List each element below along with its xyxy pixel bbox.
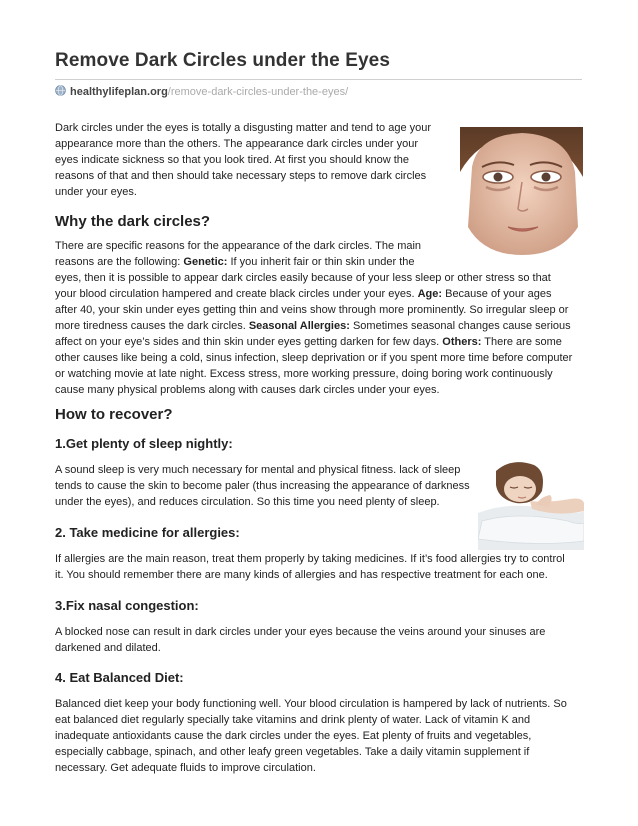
page-title: Remove Dark Circles under the Eyes (55, 50, 390, 71)
step-line: tends to cause the skin to become paler (thus increasing the appearance of darkness (55, 480, 470, 492)
sleeping-woman-photo (478, 451, 584, 550)
globe-icon (55, 85, 66, 96)
step-line: A blocked nose can result in dark circles under your eyes because the veins around your sinuses are (55, 626, 546, 638)
step-line: A sound sleep is very much necessary for mental and physical fitness. lack of sleep (55, 464, 461, 476)
why-line: affect on your eye’s sides and thin skin under eyes getting darken for few days. Others: There are some (55, 336, 562, 348)
step-line: necessary. Get adequate fluids to improve circulation. (55, 762, 316, 774)
step-line: under the eyes), and reduces circulation. So this time you need plenty of sleep. (55, 496, 440, 508)
intro-line: reasons of that and then should take necessary steps to remove dark circles (55, 170, 427, 182)
others-label: Others: (442, 336, 482, 348)
step-line: darkened and dilated. (55, 642, 161, 654)
age-label: Age: (417, 288, 443, 300)
why-line: or watching movie at late night. Excess stress, more working pressure, doing boring work continuously (55, 368, 553, 380)
why-line: your blood circulation hampered and create black circles under your eyes. Age: Because of your ages (55, 288, 552, 300)
intro-line: under your eyes. (55, 186, 137, 198)
why-line: There are specific reasons for the appearance of the dark circles. The main (55, 240, 422, 252)
step-line: Balanced diet keep your body functioning well. Your blood circulation is hampered by lack of nutrients. So (55, 698, 567, 710)
source-domain[interactable]: healthylifeplan.org (70, 86, 168, 98)
why-line: reasons are the following: Genetic: If you inherit fair or thin skin under the (55, 256, 415, 268)
why-line: more tiredness causes the dark circles. Seasonal Allergies: Sometimes seasonal changes cause serious (55, 320, 571, 332)
step-heading: 2. Take medicine for allergies: (55, 525, 240, 540)
step-line: If allergies are the main reason, treat them properly by taking medicines. If it’s food allergies try to control (55, 553, 565, 565)
why-line: cause many physical problems along with causes dark circles under your eyes. (55, 384, 440, 396)
step-line: eat balanced diet regularly specially take vitamins and drink plenty of water. Lack of vitamin K and (55, 714, 531, 726)
step-heading: 3.Fix nasal congestion: (55, 598, 199, 613)
step-heading: 4. Eat Balanced Diet: (55, 670, 184, 685)
seasonal-allergies-label: Seasonal Allergies: (248, 320, 350, 332)
why-heading: Why the dark circles? (55, 213, 211, 230)
step-line: especially cabbage, spinach, and other leafy green vegetables. Take a daily vitamin supplement if (55, 746, 530, 758)
step-heading: 1.Get plenty of sleep nightly: (55, 436, 233, 451)
source-link[interactable] (55, 85, 348, 98)
intro-line: appearance more than the others. The appearance dark circles under your (55, 138, 419, 150)
recover-heading: How to recover? (55, 406, 173, 423)
why-line: after 40, your skin under eyes getting thin and veins show through more prominently. So irregular sleep or (55, 304, 569, 316)
source-path[interactable]: /remove-dark-circles-under-the-eyes/ (167, 86, 349, 98)
step-line: inadequate antioxidants cause the dark circles under the eyes. Eat plenty of fruits and vegetables, (55, 730, 532, 742)
intro-line: Dark circles under the eyes is totally a disgusting matter and tend to age your (55, 122, 432, 134)
why-line: eyes, then it is possible to appear dark circles easily because of your less sleep or other stress so that (55, 272, 551, 284)
step-line: it. You should remember there are many kinds of allergies and has respective treatment for each one. (55, 569, 548, 581)
face-photo (460, 127, 583, 255)
intro-line: eyes indicate sickness so that you look tired. At first you should know the (55, 154, 410, 166)
why-line: other causes like being a cold, sinus infection, sleep deprivation or if you spent more time before computer (55, 352, 573, 364)
title-divider (55, 79, 582, 80)
genetic-label: Genetic: (183, 256, 228, 268)
